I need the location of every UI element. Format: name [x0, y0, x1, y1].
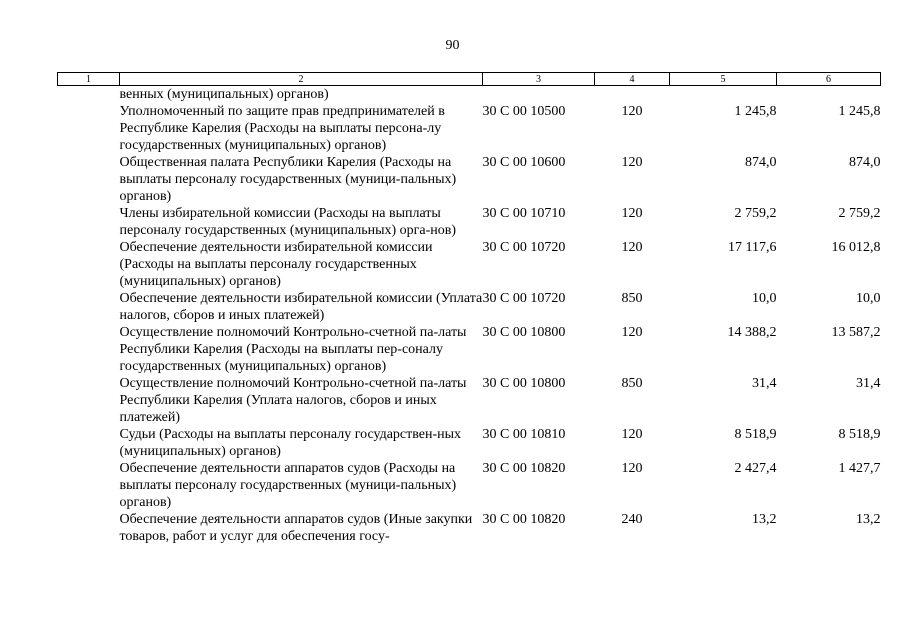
table-row — [58, 324, 881, 375]
row-amount-6: 31,4 — [856, 376, 881, 391]
column-header-2: 2 — [120, 73, 483, 86]
row-expense-type: 120 — [621, 155, 643, 170]
table-body — [58, 86, 881, 546]
row-description: Осуществление полномочий Контрольно-счетной па-латы Республики Карелия (Уплата налогов, сборов и иных платежей) — [119, 376, 467, 425]
row-expense-type: 120 — [621, 104, 643, 119]
column-header-1: 1 — [58, 73, 120, 86]
row-amount-6: 16 012,8 — [831, 240, 881, 255]
row-expense-type: 120 — [621, 427, 643, 442]
column-header-3: 3 — [483, 73, 595, 86]
row-code: 30 С 00 10820 — [482, 512, 566, 527]
cell-empty — [58, 205, 120, 239]
cell-empty — [58, 426, 120, 460]
cell-empty — [777, 86, 881, 104]
table-row — [58, 375, 881, 426]
cell-empty — [58, 460, 120, 511]
table-row — [58, 239, 881, 290]
row-expense-type: 120 — [621, 461, 643, 476]
row-description: Обеспечение деятельности избирательной комиссии (Уплата налогов, сборов и иных платежей) — [119, 291, 483, 323]
continuation-row — [58, 86, 881, 104]
cell-empty — [58, 290, 120, 324]
row-amount-5: 874,0 — [745, 155, 777, 170]
row-amount-5: 13,2 — [752, 512, 777, 527]
column-number-row — [58, 73, 881, 86]
row-description: Общественная палата Республики Карелия (Расходы на выплаты персоналу государственных (муници-пальных) органов) — [119, 155, 457, 204]
row-description: Осуществление полномочий Контрольно-счетной па-латы Республики Карелия (Расходы на выплаты пер-соналу государственных (муниципальных) органов) — [119, 325, 467, 374]
row-amount-6: 1 427,7 — [838, 461, 881, 476]
row-description: Обеспечение деятельности аппаратов судов (Расходы на выплаты персоналу государственных (муници-пальных) органов) — [119, 461, 457, 510]
row-code: 30 С 00 10500 — [482, 104, 566, 119]
row-amount-5: 10,0 — [752, 291, 777, 306]
row-description: Уполномоченный по защите прав предпринимателей в Республике Карелия (Расходы на выплаты персона-лу государственных (муниципальных) органов) — [119, 104, 445, 153]
column-header-4: 4 — [595, 73, 670, 86]
row-description: Члены избирательной комиссии (Расходы на выплаты персоналу государственных (муниципальных) орга-нов) — [119, 206, 457, 238]
row-amount-5: 2 427,4 — [734, 461, 777, 476]
row-expense-type: 120 — [621, 240, 643, 255]
table-row — [58, 511, 881, 545]
cell-empty — [483, 86, 595, 104]
table-row — [58, 154, 881, 205]
cell-empty — [58, 86, 120, 104]
continuation-text: венных (муниципальных) органов) — [119, 87, 329, 102]
cell-empty — [58, 239, 120, 290]
cell-empty — [58, 103, 120, 154]
row-description: Обеспечение деятельности аппаратов судов (Иные закупки товаров, работ и услуг для обеспечения госу- — [119, 512, 473, 544]
row-amount-5: 14 388,2 — [727, 325, 777, 340]
row-code: 30 С 00 10720 — [482, 240, 566, 255]
row-code: 30 С 00 10820 — [482, 461, 566, 476]
table-row — [58, 460, 881, 511]
cell-empty — [595, 86, 670, 104]
row-amount-6: 1 245,8 — [838, 104, 881, 119]
row-amount-5: 2 759,2 — [734, 206, 777, 221]
row-code: 30 С 00 10710 — [482, 206, 566, 221]
row-code: 30 С 00 10800 — [482, 325, 566, 340]
cell-empty — [670, 86, 777, 104]
cell-empty — [58, 375, 120, 426]
cell-empty — [58, 511, 120, 545]
row-amount-6: 10,0 — [856, 291, 881, 306]
cell-empty — [58, 154, 120, 205]
budget-table — [57, 72, 881, 545]
row-code: 30 С 00 10800 — [482, 376, 566, 391]
row-code: 30 С 00 10810 — [482, 427, 566, 442]
row-expense-type: 850 — [621, 291, 643, 306]
row-expense-type: 120 — [621, 206, 643, 221]
row-amount-5: 31,4 — [752, 376, 777, 391]
row-expense-type: 850 — [621, 376, 643, 391]
table-row — [58, 426, 881, 460]
row-description: Обеспечение деятельности избирательной комиссии (Расходы на выплаты персоналу государственных (муниципальных) органов) — [119, 240, 433, 289]
row-code: 30 С 00 10720 — [482, 291, 566, 306]
page-number: 90 — [445, 38, 460, 53]
row-amount-6: 13 587,2 — [831, 325, 881, 340]
table-row — [58, 205, 881, 239]
row-amount-5: 8 518,9 — [734, 427, 777, 442]
row-code: 30 С 00 10600 — [482, 155, 566, 170]
row-amount-6: 874,0 — [849, 155, 881, 170]
table-row — [58, 290, 881, 324]
column-header-6: 6 — [777, 73, 881, 86]
row-amount-6: 8 518,9 — [838, 427, 881, 442]
row-description: Судьи (Расходы на выплаты персоналу государствен-ных (муниципальных) органов) — [119, 427, 462, 459]
column-header-5: 5 — [670, 73, 777, 86]
row-amount-6: 2 759,2 — [838, 206, 881, 221]
row-expense-type: 120 — [621, 325, 643, 340]
row-amount-5: 17 117,6 — [728, 240, 777, 255]
table-row — [58, 103, 881, 154]
row-expense-type: 240 — [621, 512, 643, 527]
cell-empty — [58, 324, 120, 375]
row-amount-5: 1 245,8 — [734, 104, 777, 119]
row-amount-6: 13,2 — [856, 512, 881, 527]
